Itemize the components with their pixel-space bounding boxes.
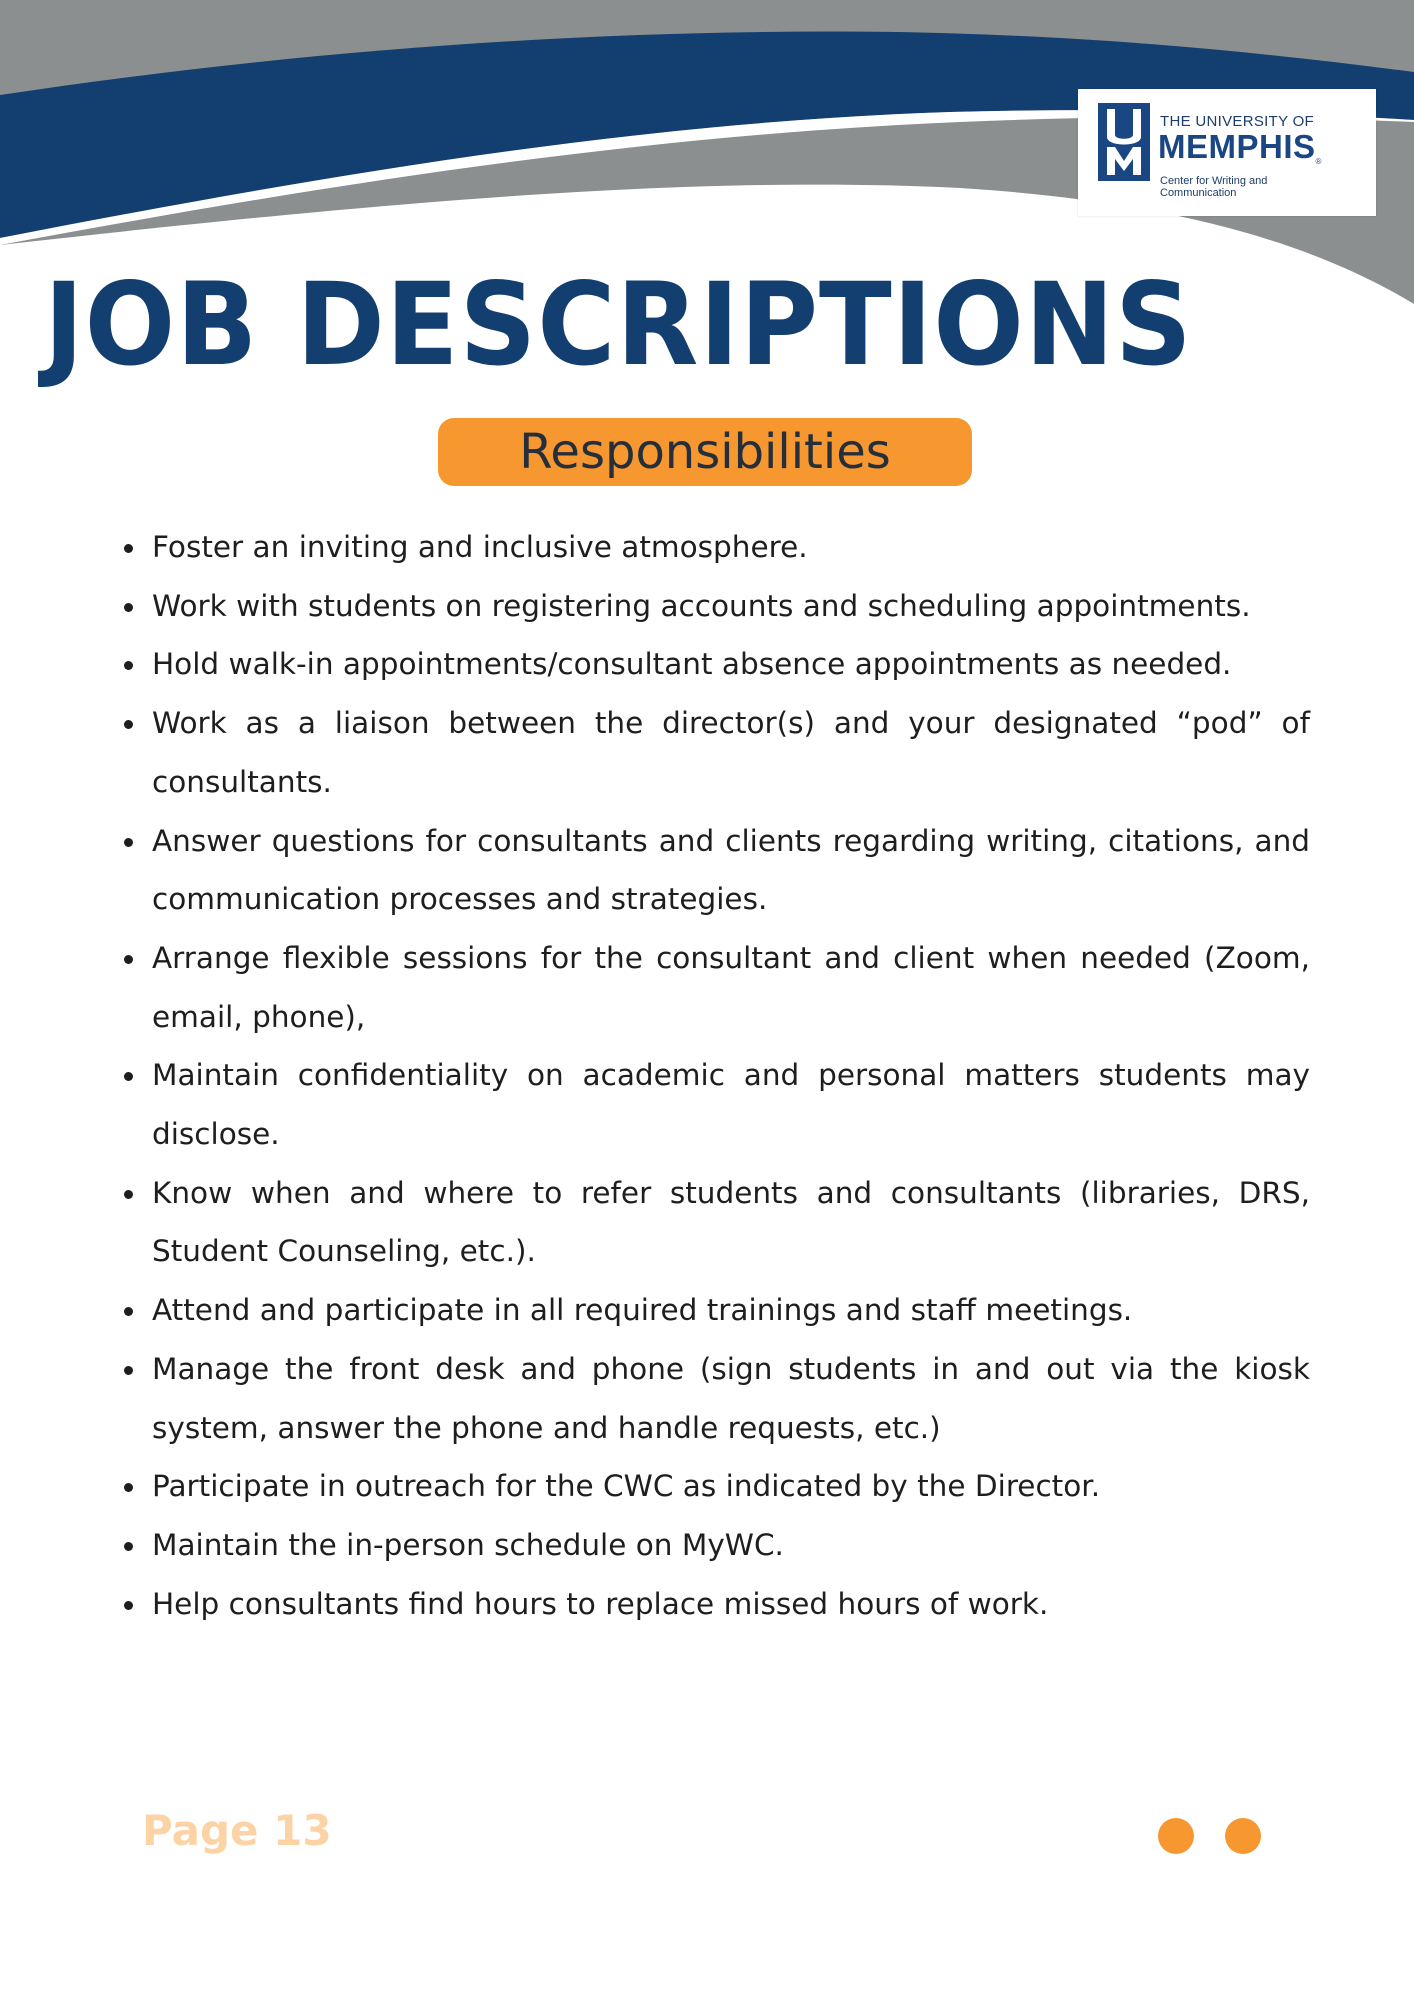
bullet-icon <box>124 1483 133 1492</box>
list-item: Know when and where to refer students and consultants (libraries, DRS, Student Counseling, etc.). <box>152 1164 1310 1281</box>
university-logo <box>1078 89 1376 216</box>
bullet-icon <box>124 661 133 670</box>
bullet-icon <box>124 1542 133 1551</box>
logo-center-name: Center for Writing and Communication <box>1160 175 1268 199</box>
list-item: Attend and participate in all required trainings and staff meetings. <box>152 1281 1310 1340</box>
list-item: Answer questions for consultants and clients regarding writing, citations, and communication processes and strategies. <box>152 812 1310 929</box>
page-title: JOB DESCRIPTIONS <box>44 258 1193 391</box>
responsibilities-list <box>152 518 1310 1633</box>
bullet-icon <box>124 544 133 553</box>
bullet-icon <box>124 1190 133 1199</box>
list-item: Participate in outreach for the CWC as indicated by the Director. <box>152 1457 1310 1516</box>
bullet-icon <box>124 720 133 729</box>
list-item: Work with students on registering accounts and scheduling appointments. <box>152 577 1310 636</box>
decorative-dot-icon <box>1158 1818 1194 1854</box>
list-item: Arrange flexible sessions for the consultant and client when needed (Zoom, email, phone), <box>152 929 1310 1046</box>
page-number: Page 13 <box>142 1806 332 1855</box>
list-item: Hold walk-in appointments/consultant absence appointments as needed. <box>152 635 1310 694</box>
list-item: Work as a liaison between the director(s) and your designated “pod” of consultants. <box>152 694 1310 811</box>
bullet-icon <box>124 838 133 847</box>
list-item: Maintain confidentiality on academic and personal matters students may disclose. <box>152 1046 1310 1163</box>
um-logo-icon <box>1098 103 1150 181</box>
responsibilities-heading: Responsibilities <box>519 424 891 480</box>
bullet-icon <box>124 955 133 964</box>
bullet-icon <box>124 603 133 612</box>
bullet-icon <box>124 1601 133 1610</box>
responsibilities-badge <box>438 418 972 486</box>
bullet-icon <box>124 1072 133 1081</box>
list-item: Help consultants find hours to replace missed hours of work. <box>152 1575 1310 1634</box>
list-item: Maintain the in-person schedule on MyWC. <box>152 1516 1310 1575</box>
logo-memphis-wordmark: MEMPHIS® <box>1158 128 1322 166</box>
list-item: Manage the front desk and phone (sign students in and out via the kiosk system, answer the phone and handle requests, etc.) <box>152 1340 1310 1457</box>
decorative-dot-icon <box>1225 1818 1261 1854</box>
list-item: Foster an inviting and inclusive atmosphere. <box>152 518 1310 577</box>
bullet-icon <box>124 1366 133 1375</box>
bullet-icon <box>124 1307 133 1316</box>
logo-university-line: THE UNIVERSITY OF <box>1160 113 1315 130</box>
